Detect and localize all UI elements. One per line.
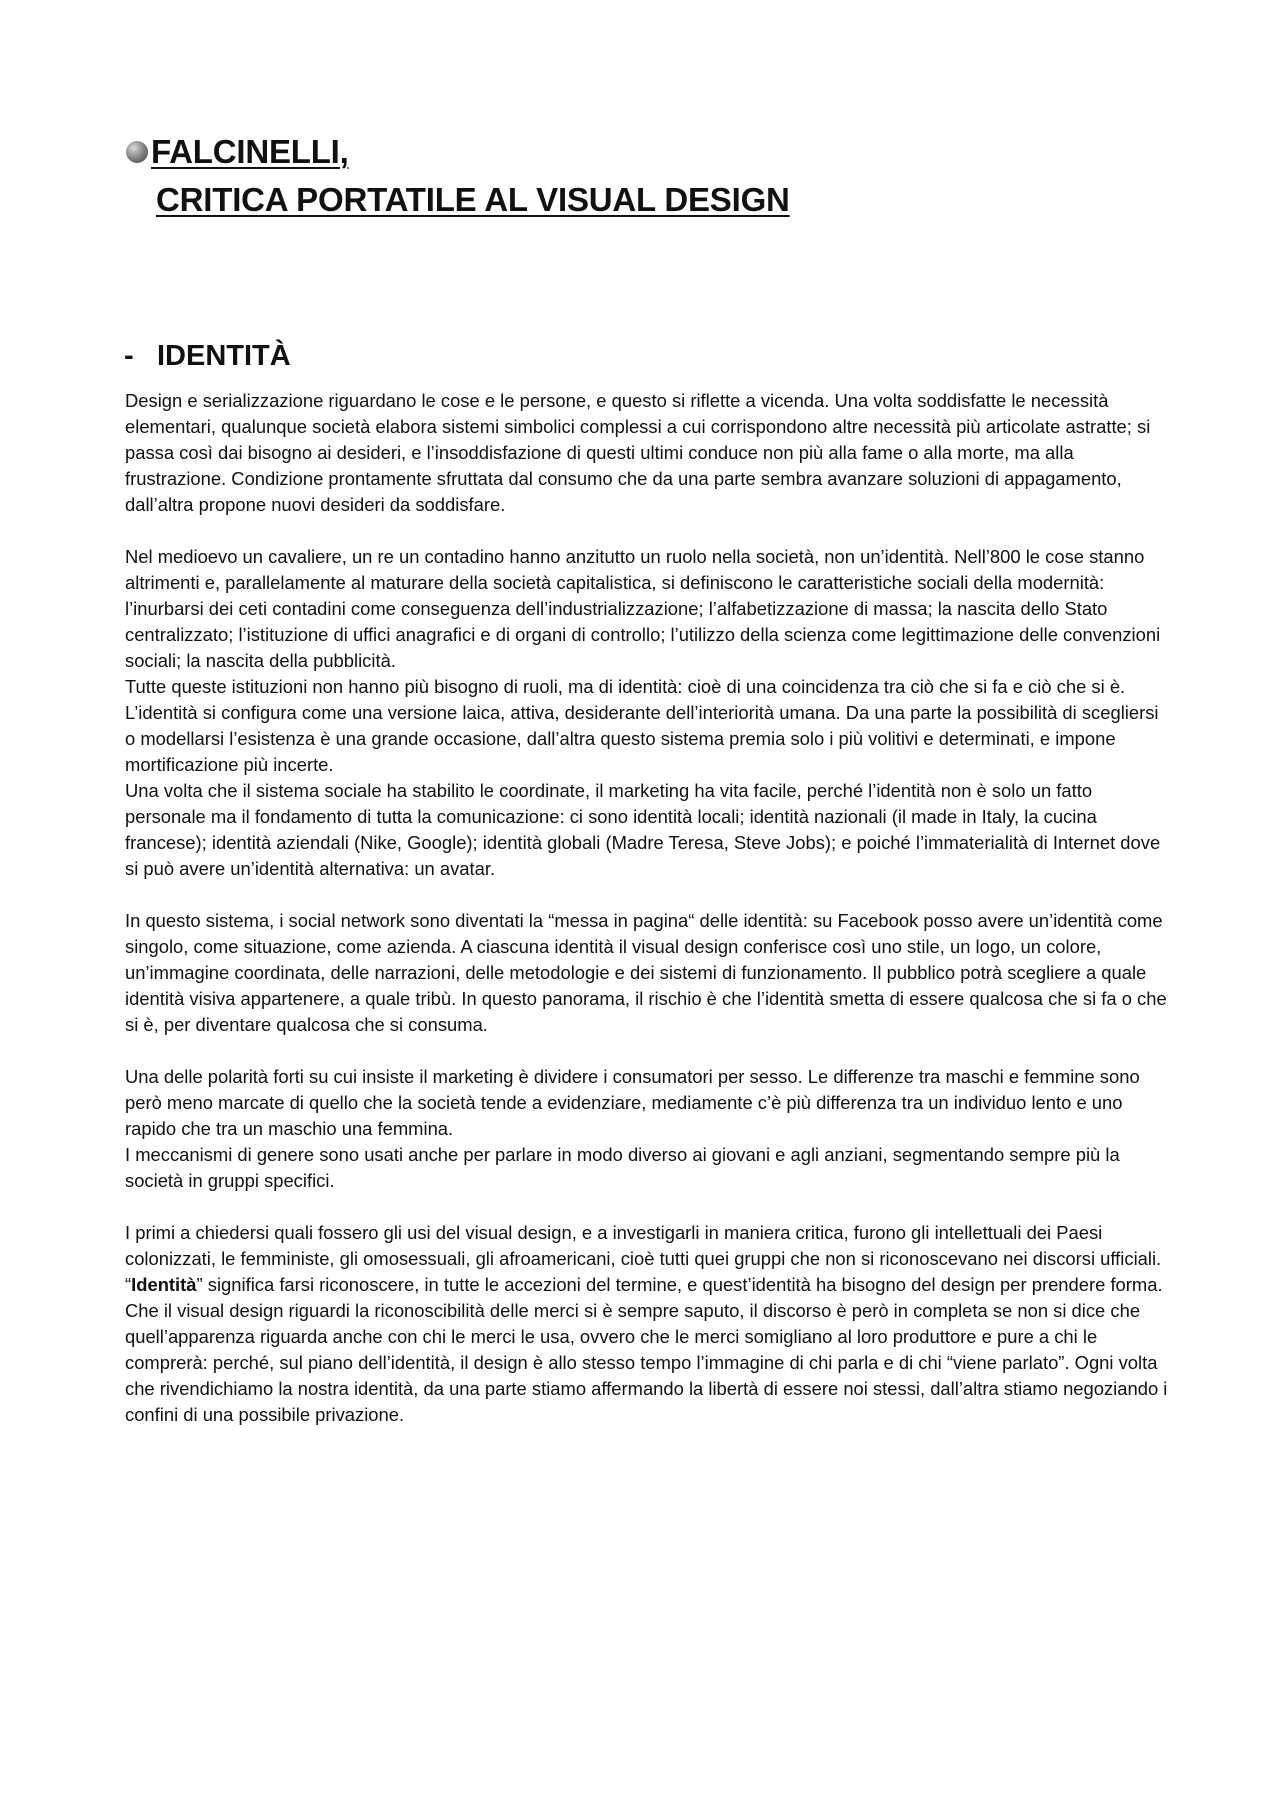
title-line-2: CRITICA PORTATILE AL VISUAL DESIGN: [156, 181, 790, 218]
section-heading-text: IDENTITÀ: [157, 340, 291, 372]
bullet-icon: [126, 141, 148, 163]
paragraph: Tutte queste istituzioni non hanno più bisogno di ruoli, ma di identità: cioè di una coincidenza tra ciò che si fa e ciò che si è. L’identità si configura come una versione laica, attiva, desiderante dell’interiorità umana. Da una parte la possibilità di scegliersi o modellarsi l’esistenza è una grande occasione, dall’altra questo sistema premia solo i più volitivi e determinati, e impone mortificazione più incerte.: [125, 676, 1159, 775]
document-title: [126, 128, 1026, 224]
paragraph-gap: [125, 1194, 1170, 1220]
section-heading: [124, 336, 291, 376]
paragraph-text: ” significa farsi riconoscere, in tutte le accezioni del termine, e quest’identità ha bisogno del design per prendere forma. Che il visual design riguardi la riconoscibilità delle merci si è sempre saputo, il discorso è però in completa se non si dice che quell’apparenza riguarda anche con chi le merci le usa, ovvero che le merci somigliano al loro produttore e pure a chi le comprerà: perché, sul piano dell’identità, il design è allo stesso tempo l’immagine di chi parla e di chi “viene parlato”. Ogni volta che rivendichiamo la nostra identità, da una parte stiamo affermando la libertà di essere noi stessi, dall’altra stiamo negoziando i confini di una possibile privazione.: [125, 1274, 1168, 1425]
paragraph: I meccanismi di genere sono usati anche per parlare in modo diverso ai giovani e agli anziani, segmentando sempre più la società in gruppi specifici.: [125, 1144, 1120, 1191]
section-dash: -: [124, 340, 134, 372]
paragraph-gap: [125, 1038, 1170, 1064]
paragraph: [125, 1220, 1170, 1428]
paragraph-gap: [125, 518, 1170, 544]
paragraph: In questo sistema, i social network sono diventati la “messa in pagina“ delle identità: su Facebook posso avere un’identità come singolo, come situazione, come azienda. A ciascuna identità il visual design conferisce così uno stile, un logo, un colore, un’immagine coordinata, delle narrazioni, delle metodologie e dei sistemi di funzionamento. Il pubblico potrà scegliere a quale identità visiva appartenere, a quale tribù. In questo panorama, il rischio è che l’identità smetta di essere qualcosa che si fa o che si è, per diventare qualcosa che si consuma.: [125, 910, 1167, 1035]
title-author: FALCINELLI,: [151, 133, 349, 170]
body-text: [125, 388, 1170, 1428]
paragraph: Nel medioevo un cavaliere, un re un contadino hanno anzitutto un ruolo nella società, non un’identità. Nell’800 le cose stanno altrimenti e, parallelamente al maturare della società capitalistica, si definiscono le caratteristiche sociali della modernità: l’inurbarsi dei ceti contadini come conseguenza dell’industrializzazione; l’alfabetizzazione di massa; la nascita dello Stato centralizzato; l’istituzione di uffici anagrafici e di organi di controllo; l’utilizzo della scienza come legittimazione delle convenzioni sociali; la nascita della pubblicità.: [125, 546, 1161, 671]
paragraph-gap: [125, 882, 1170, 908]
title-line-1: [126, 128, 1026, 176]
bold-term: Identità: [131, 1274, 197, 1295]
paragraph: Una delle polarità forti su cui insiste il marketing è dividere i consumatori per sesso. Le differenze tra maschi e femmine sono però meno marcate di quello che la società tende a evidenziare, mediamente c’è più differenza tra un individuo lento e uno rapido che tra un maschio una femmina.: [125, 1066, 1140, 1139]
paragraph: Una volta che il sistema sociale ha stabilito le coordinate, il marketing ha vita facile, perché l’identità non è solo un fatto personale ma il fondamento di tutta la comunicazione: ci sono identità locali; identità nazionali (il made in Italy, la cucina francese); identità aziendali (Nike, Google); identità globali (Madre Teresa, Steve Jobs); e poiché l’immaterialità di Internet dove si può avere un’identità alternativa: un avatar.: [125, 780, 1161, 879]
paragraph: Design e serializzazione riguardano le cose e le persone, e questo si riflette a vicenda. Una volta soddisfatte le necessità elementari, qualunque società elabora sistemi simbolici complessi a cui corrispondono altre necessità più articolate astratte; si passa così dai bisogno ai desideri, e l’insoddisfazione di questi ultimi conduce non più alla fame o alla morte, ma alla frustrazione. Condizione prontamente sfruttata dal consumo che da una parte sembra avanzare soluzioni di appagamento, dall’altra propone nuovi desideri da soddisfare.: [125, 390, 1151, 515]
paragraph-text: I primi a chiedersi quali fossero gli usi del visual design, e a investigarli in maniera critica, furono gli intellettuali dei Paesi colonizzati, le femministe, gli omosessuali, gli afroamericani, cioè tutti quei gruppi che non si riconoscevano nei discorsi ufficiali. “: [125, 1222, 1162, 1295]
